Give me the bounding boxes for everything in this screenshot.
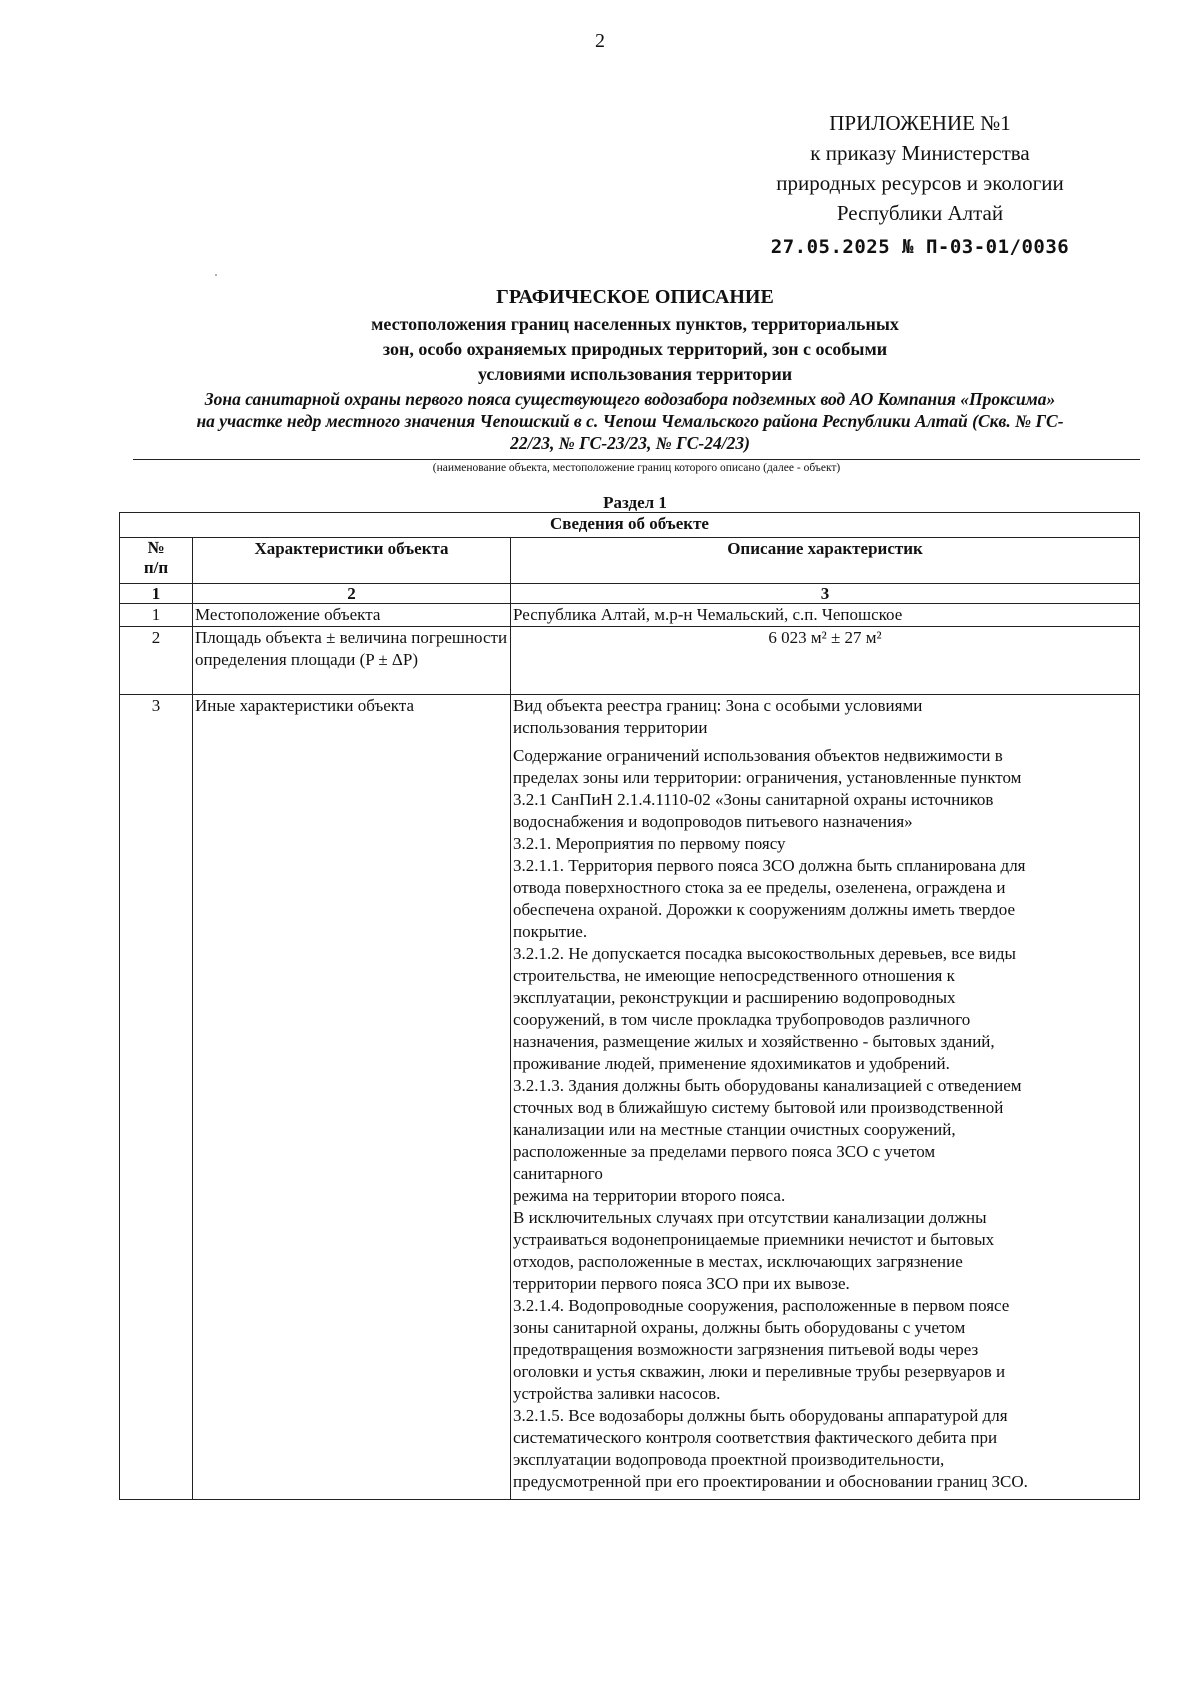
- annex-line: природных ресурсов и экологии: [776, 171, 1064, 195]
- description-line: предусмотренной при его проектировании и обосновании границ ЗСО.: [513, 1472, 1028, 1491]
- object-caption: (наименование объекта, местоположение границ которого описано (далее - объект): [432, 462, 841, 474]
- description-line: проживание людей, применение ядохимикатов и удобрений.: [513, 1054, 950, 1073]
- description-line: канализации или на местные станции очистных сооружений,: [513, 1120, 956, 1139]
- order-reference: 27.05.2025 № П-03-01/0036: [770, 236, 1070, 258]
- description-line: обеспечена охраной. Дорожки к сооружениям должны иметь твердое: [513, 900, 1016, 919]
- table-row: [120, 604, 1140, 627]
- document-subtitle: [0, 312, 1200, 387]
- description-line: предотвращения возможности загрязнения питьевой воды через: [513, 1340, 979, 1359]
- column-number: 1: [120, 584, 193, 604]
- object-name-line: Зона санитарной охраны первого пояса существующего водозабора подземных вод АО Компания «Проксима»: [204, 389, 1056, 409]
- object-name-line: на участке недр местного значения Чепошский в с. Чепош Чемальского района Республики Алтай (Скв. № ГС-: [196, 411, 1064, 431]
- object-name: [120, 388, 1140, 454]
- description-line: систематического контроля соответствия фактического дебита при: [513, 1428, 998, 1447]
- description-line: устройства заливки насосов.: [513, 1384, 721, 1403]
- description-line: В исключительных случаях при отсутствии канализации должны: [513, 1208, 987, 1227]
- row-description: [511, 604, 1140, 627]
- document-title: ГРАФИЧЕСКОЕ ОПИСАНИЕ: [496, 286, 774, 308]
- description-line: отходов, расположенные в местах, исключающих загрязнение: [513, 1252, 963, 1271]
- object-name-line: 22/23, № ГС-23/23, № ГС-24/23): [510, 433, 750, 453]
- description-line: 3.2.1.1. Территория первого пояса ЗСО должна быть спланирована для: [513, 856, 1026, 875]
- subtitle-line: местоположения границ населенных пунктов, территориальных: [371, 314, 899, 334]
- description-line: устраиваться водонепроницаемые приемники нечистот и бытовых: [513, 1230, 995, 1249]
- description-line: 3.2.1. Мероприятия по первому поясу: [513, 834, 786, 853]
- description-line: 3.2.1.3. Здания должны быть оборудованы канализацией с отведением: [513, 1076, 1022, 1095]
- description-line: режима на территории второго пояса.: [513, 1186, 786, 1205]
- column-number: 2: [193, 584, 511, 604]
- description-line: Содержание ограничений использования объектов недвижимости в: [513, 746, 1003, 765]
- description-line: пределах зоны или территории: ограничения, установленные пунктом: [513, 768, 1022, 787]
- annex-line: к приказу Министерства: [810, 141, 1030, 165]
- description-line: территории первого пояса ЗСО при их вывозе.: [513, 1274, 850, 1293]
- description-line: Вид объекта реестра границ: Зона с особыми условиями: [513, 696, 923, 715]
- description-line: назначения, размещение жилых и хозяйственно - бытовых зданий,: [513, 1032, 995, 1051]
- subtitle-line: зон, особо охраняемых природных территорий, зон с особыми: [382, 339, 888, 359]
- description-line: сооружений, в том числе прокладка трубопроводов различного: [513, 1010, 971, 1029]
- description-line: 3.2.1.2. Не допускается посадка высокоствольных деревьев, все виды: [513, 944, 1016, 963]
- row-number: 1: [120, 604, 193, 627]
- table-row: [120, 695, 1140, 1500]
- description-line: эксплуатации водопровода проектной производительности,: [513, 1450, 945, 1469]
- column-number: 3: [511, 584, 1140, 604]
- description-line: 3.2.1.5. Все водозаборы должны быть оборудованы аппаратурой для: [513, 1406, 1008, 1425]
- description-line: зоны санитарной охраны, должны быть оборудованы с учетом: [513, 1318, 966, 1337]
- object-info-table: [119, 512, 1140, 1500]
- row-description: 6 023 м² ± 27 м²: [511, 627, 1140, 695]
- description-line: отвода поверхностного стока за ее пределы, озеленена, ограждена и: [513, 878, 1006, 897]
- description-line: строительства, не имеющие непосредственного отношения к: [513, 966, 955, 985]
- description-block: [513, 695, 1137, 739]
- description-line: 3.2.1.4. Водопроводные сооружения, расположенные в первом поясе: [513, 1296, 1010, 1315]
- row-characteristic: Местоположение объекта: [193, 604, 511, 627]
- description-line: Республика Алтай, м.р-н Чемальский, с.п. Чепошское: [513, 605, 903, 624]
- header-description: Описание характеристик: [511, 538, 1140, 584]
- description-line: оголовки и устья скважин, люки и переливные трубы резервуаров и: [513, 1362, 1006, 1381]
- section-title: Раздел 1: [603, 493, 667, 512]
- table-caption: Сведения об объекте: [120, 513, 1140, 538]
- description-line: водоснабжения и водопроводов питьевого назначения»: [513, 812, 913, 831]
- header-number: № п/п: [120, 538, 193, 584]
- row-description: [511, 695, 1140, 1500]
- page-number: 2: [595, 30, 605, 52]
- object-name-underline: [133, 459, 1140, 460]
- description-line: расположенные за пределами первого пояса ЗСО с учетом: [513, 1142, 936, 1161]
- row-number: 2: [120, 627, 193, 695]
- table-row: [120, 627, 1140, 695]
- description-line: санитарного: [513, 1164, 603, 1183]
- description-line: использования территории: [513, 718, 708, 737]
- description-line: 3.2.1 СанПиН 2.1.4.1110-02 «Зоны санитарной охраны источников: [513, 790, 994, 809]
- row-characteristic: Иные характеристики объекта: [193, 695, 511, 1500]
- description-line: сточных вод в ближайшую систему бытовой или производственной: [513, 1098, 1004, 1117]
- annex-line: Республики Алтай: [836, 201, 1004, 225]
- row-number: 3: [120, 695, 193, 1500]
- scan-dot: [215, 274, 217, 276]
- annex-block: [700, 108, 1140, 228]
- description-line: эксплуатации, реконструкции и расширению водопроводных: [513, 988, 956, 1007]
- description-block: [513, 745, 1137, 1493]
- row-characteristic: Площадь объекта ± величина погрешности определения площади (P ± ΔP): [193, 627, 511, 695]
- description-line: покрытие.: [513, 922, 588, 941]
- header-characteristic: Характеристики объекта: [193, 538, 511, 584]
- subtitle-line: условиями использования территории: [477, 364, 793, 384]
- annex-line: ПРИЛОЖЕНИЕ №1: [829, 111, 1011, 135]
